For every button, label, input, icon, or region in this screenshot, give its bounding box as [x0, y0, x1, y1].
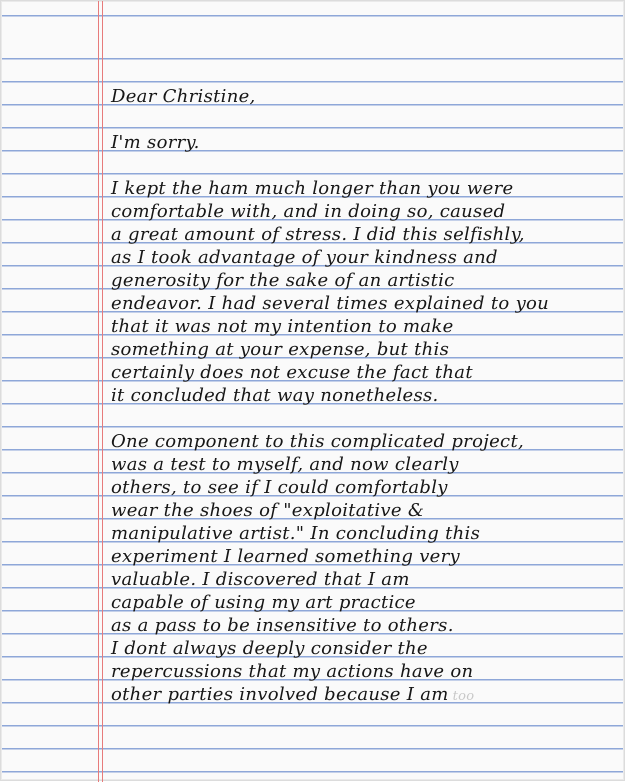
- paragraph-2-line: repercussions that my actions have on: [111, 661, 474, 682]
- faint-word: too: [452, 689, 475, 704]
- last-line-text: other parties involved because I am: [111, 684, 449, 705]
- line-gap: [111, 407, 611, 430]
- paragraph-1-line: something at your expense, but this: [111, 339, 450, 360]
- paragraph-2: [111, 430, 611, 706]
- paragraph-2-line: valuable. I discovered that I am: [111, 569, 410, 590]
- paragraph-1-line: as I took advantage of your kindness and: [111, 247, 498, 268]
- paragraph-2-line: as a pass to be insensitive to others.: [111, 615, 454, 636]
- paragraph-1-line: endeavor. I had several times explained to you: [111, 293, 550, 314]
- handwritten-letter: [111, 85, 611, 706]
- paragraph-2-line: experiment I learned something very: [111, 546, 460, 567]
- paragraph-2-line: manipulative artist." In concluding this: [111, 523, 481, 544]
- paragraph-1-line: a great amount of stress. I did this selfishly,: [111, 224, 525, 245]
- paragraph-2-line: was a test to myself, and now clearly: [111, 454, 459, 475]
- paragraph-1-line: it concluded that way nonetheless.: [111, 385, 439, 406]
- paragraph-1-line: that it was not my intention to make: [111, 316, 454, 337]
- paragraph-2-line: others, to see if I could comfortably: [111, 477, 448, 498]
- paragraph-2-line: wear the shoes of "exploitative &: [111, 500, 425, 521]
- left-margin-line: [98, 1, 99, 782]
- line-gap: [111, 108, 611, 131]
- paragraph-1-line: comfortable with, and in doing so, caused: [111, 201, 506, 222]
- paragraph-2-line: capable of using my art practice: [111, 592, 416, 613]
- salutation: Dear Christine,: [111, 86, 256, 107]
- opening-line: I'm sorry.: [111, 132, 200, 153]
- paragraph-2-last-line: [111, 683, 611, 706]
- paragraph-2-line: One component to this complicated project,: [111, 431, 524, 452]
- paragraph-1-line: I kept the ham much longer than you were: [111, 178, 514, 199]
- paragraph-1-line: certainly does not excuse the fact that: [111, 362, 473, 383]
- paragraph-2-line: I dont always deeply consider the: [111, 638, 428, 659]
- paragraph-1: [111, 177, 611, 407]
- left-margin-line-inner: [102, 1, 103, 782]
- paragraph-1-line: generosity for the sake of an artistic: [111, 270, 455, 291]
- line-gap: [111, 154, 611, 177]
